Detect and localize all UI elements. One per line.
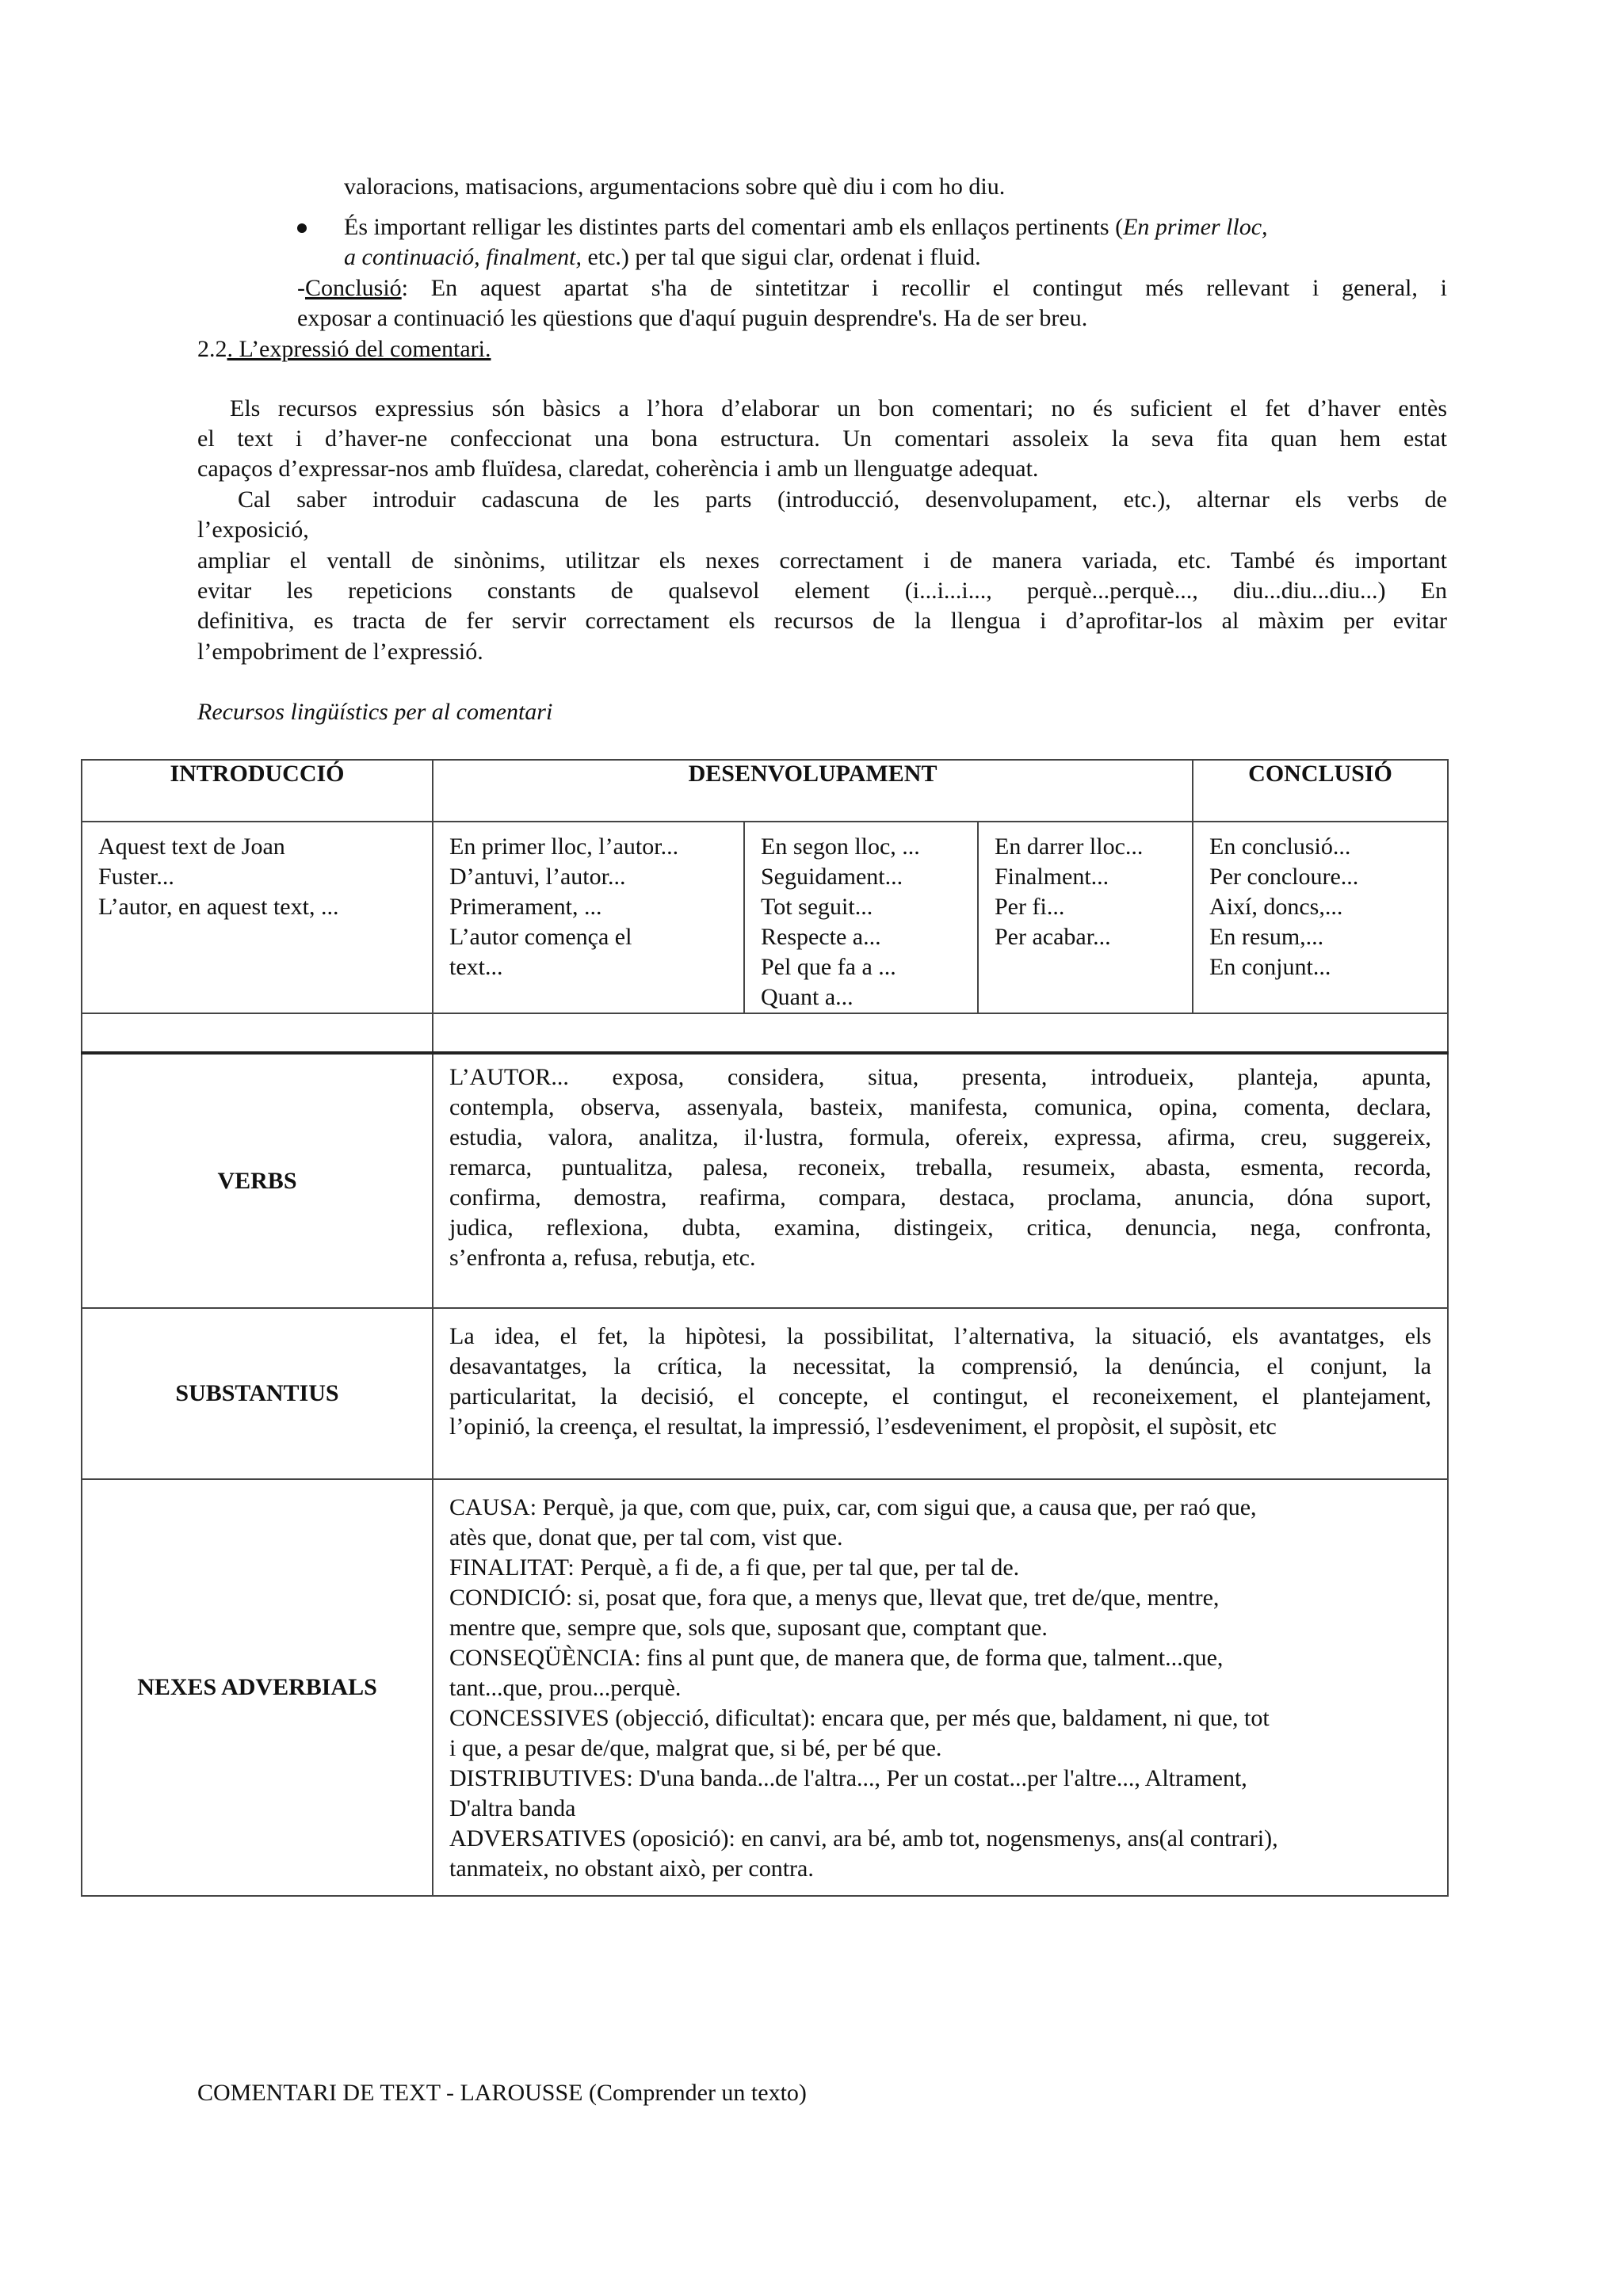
text-line: judica, reflexiona, dubta, examina, distingeix, critica, denuncia, nega, confronta,	[449, 1215, 1432, 1241]
list-item: D’antuvi, l’autor...	[449, 864, 626, 890]
table-row-nexes	[82, 1479, 1448, 1896]
bullet-text-line2	[344, 242, 981, 273]
list-item: L’autor, en aquest text, ...	[98, 894, 339, 920]
list-item: En conclusió...	[1209, 833, 1351, 860]
header-introduccio: INTRODUCCIÓ	[82, 760, 433, 822]
text-line: tant...que, prou...perquè.	[449, 1675, 682, 1701]
text-line: CONCESSIVES (objecció, dificultat): encara que, per més que, baldament, ni que, tot	[449, 1705, 1270, 1731]
substantius-cell	[433, 1308, 1448, 1479]
verbs-label: VERBS	[82, 1053, 433, 1308]
table-row-spacer	[82, 1013, 1448, 1053]
list-item: Aquest text de Joan	[98, 833, 285, 860]
table-caption: Recursos lingüístics per al comentari	[197, 699, 553, 725]
list-item: En segon lloc, ...	[761, 833, 920, 860]
bullet-text: És important relligar les distintes parts del comentari amb els enllaços pertinents (	[344, 214, 1124, 240]
paragraph-line: capaços d’expressar-nos amb fluïdesa, claredat, coherència i amb un llenguatge adequat.	[197, 456, 1039, 482]
list-item: text...	[449, 954, 503, 980]
concl-cell	[1193, 822, 1448, 1013]
footer-heading: COMENTARI DE TEXT - LAROUSSE (Comprender un texto)	[197, 2080, 807, 2106]
text-line: valoracions, matisacions, argumentacions sobre què diu i com ho diu.	[344, 174, 1006, 200]
text-line: DISTRIBUTIVES: D'una banda...de l'altra..., Per un costat...per l'altre..., Altrament,	[449, 1765, 1247, 1791]
text-line: i que, a pesar de/que, malgrat que, si bé, per bé que.	[449, 1735, 942, 1761]
paragraph-line: l’exposició,	[197, 517, 309, 543]
dash: -	[297, 275, 305, 301]
paragraph-line: el text i d’haver-ne confeccionat una bona estructura. Un comentari assoleix la seva fita quan hem estat	[197, 425, 1447, 452]
text-line: particularitat, la decisió, el concepte, el contingut, el reconeixement, el plantejament,	[449, 1383, 1432, 1409]
bullet-text-line1	[344, 212, 1447, 242]
text-line: confirma, demostra, reafirma, compara, destaca, proclama, anuncia, dóna suport,	[449, 1184, 1432, 1211]
table-row-verbs	[82, 1053, 1448, 1308]
dev3-cell	[978, 822, 1193, 1013]
list-item: Pel que fa a ...	[761, 954, 896, 980]
text-line: l’opinió, la creença, el resultat, la impressió, l’esdeveniment, el propòsit, el supòsit, etc	[449, 1413, 1277, 1440]
text-line: CAUSA: Perquè, ja que, com que, puix, car, com sigui que, a causa que, per raó que,	[449, 1494, 1257, 1520]
text-line: CONSEQÜÈNCIA: fins al punt que, de manera que, de forma que, talment...que,	[449, 1645, 1224, 1671]
list-item: En conjunt...	[1209, 954, 1331, 980]
dev2-cell	[744, 822, 978, 1013]
paragraph-line: Cal saber introduir cadascuna de les parts (introducció, desenvolupament, etc.), alternar els verbs de	[238, 486, 1447, 513]
list-item: Respecte a...	[761, 924, 881, 950]
paragraph-line: definitiva, es tracta de fer servir correctament els recursos de la llengua i d’aprofitar-los al màxim per evitar	[197, 608, 1447, 634]
table-header-row	[82, 760, 1448, 822]
list-item: Seguidament...	[761, 864, 903, 890]
list-item: Per acabar...	[995, 924, 1111, 950]
list-item: Per concloure...	[1209, 864, 1359, 890]
list-item: Fuster...	[98, 864, 174, 890]
intro-cell	[82, 822, 433, 1013]
text-line: mentre que, sempre que, sols que, suposant que, comptant que.	[449, 1615, 1048, 1641]
text-line: estudia, valora, analitza, il·lustra, formula, ofereix, expressa, afirma, creu, suggereix,	[449, 1124, 1432, 1150]
section-title: . L’expressió del comentari.	[227, 336, 491, 362]
paragraph-line: evitar les repeticions constants de qualsevol element (i...i...i..., perquè...perquè..., diu...diu...diu...) En	[197, 578, 1447, 604]
header-desenvolupament: DESENVOLUPAMENT	[433, 760, 1193, 822]
text-line: CONDICIÓ: si, posat que, fora que, a menys que, llevat que, tret de/que, mentre,	[449, 1585, 1220, 1611]
text-line: tanmateix, no obstant això, per contra.	[449, 1855, 814, 1882]
list-item: Finalment...	[995, 864, 1109, 890]
section-number: 2.2	[197, 336, 227, 362]
paragraph-line: Els recursos expressius són bàsics a l’hora d’elaborar un bon comentari; no és suficient el fet d’haver entès	[230, 395, 1447, 421]
table-row-substantius	[82, 1308, 1448, 1479]
dev1-cell	[433, 822, 744, 1013]
text-line: L’AUTOR... exposa, considera, situa, presenta, introdueix, planteja, apunta,	[449, 1064, 1432, 1090]
substantius-label: SUBSTANTIUS	[82, 1308, 433, 1479]
text-line: contempla, observa, assenyala, basteix, manifesta, comunica, opina, comenta, declara,	[449, 1094, 1432, 1120]
verbs-cell	[433, 1053, 1448, 1308]
section-heading	[197, 334, 491, 364]
bullet-text-italic: a continuació, finalment,	[344, 244, 582, 270]
conclusio-label: Conclusió	[305, 275, 402, 301]
text-line: D'altra banda	[449, 1795, 576, 1821]
table-row-expressions	[82, 822, 1448, 1013]
list-item: Tot seguit...	[761, 894, 873, 920]
list-item: En primer lloc, l’autor...	[449, 833, 679, 860]
text-line: s’enfronta a, refusa, rebutja, etc.	[449, 1245, 756, 1271]
nexes-label: NEXES ADVERBIALS	[82, 1479, 433, 1896]
list-item: L’autor comença el	[449, 924, 632, 950]
text-line: remarca, puntualitza, palesa, reconeix, treballa, resumeix, abasta, esmenta, recorda,	[449, 1154, 1432, 1180]
empty-cell	[82, 1013, 433, 1053]
list-item: Així, doncs,...	[1209, 894, 1343, 920]
nexes-cell	[433, 1479, 1448, 1896]
bullet-text: etc.) per tal que sigui clar, ordenat i fluid.	[581, 244, 981, 270]
list-item: Primerament, ...	[449, 894, 602, 920]
text-line: FINALITAT: Perquè, a fi de, a fi que, per tal que, per tal de.	[449, 1554, 1020, 1581]
bullet-icon	[297, 223, 307, 233]
list-item: En darrer lloc...	[995, 833, 1144, 860]
list-item: En resum,...	[1209, 924, 1324, 950]
paragraph-line: l’empobriment de l’expressió.	[197, 639, 483, 665]
text-line: ADVERSATIVES (oposició): en canvi, ara bé, amb tot, nogensmenys, ans(al contrari),	[449, 1825, 1278, 1852]
conclusio-text: : En aquest apartat s'ha de sintetitzar i recollir el contingut més rellevant i general, i	[401, 275, 1447, 301]
conclusio-line2: exposar a continuació les qüestions que d'aquí puguin desprendre's. Ha de ser breu.	[297, 305, 1088, 331]
text-line: desavantatges, la crítica, la necessitat, la comprensió, la denúncia, el conjunt, la	[449, 1353, 1432, 1379]
paragraph-line: ampliar el ventall de sinònims, utilitzar els nexes correctament i de manera variada, etc. També és important	[197, 547, 1447, 574]
header-conclusio: CONCLUSIÓ	[1193, 760, 1448, 822]
text-line: La idea, el fet, la hipòtesi, la possibilitat, l’alternativa, la situació, els avantatges, els	[449, 1323, 1432, 1349]
conclusio-line1	[297, 273, 1447, 303]
empty-cell	[433, 1013, 1448, 1053]
list-item: Per fi...	[995, 894, 1065, 920]
resources-table	[81, 759, 1449, 1897]
list-item: Quant a...	[761, 984, 854, 1010]
text-line: atès que, donat que, per tal com, vist que.	[449, 1524, 843, 1550]
bullet-text-italic: En primer lloc,	[1123, 214, 1268, 240]
